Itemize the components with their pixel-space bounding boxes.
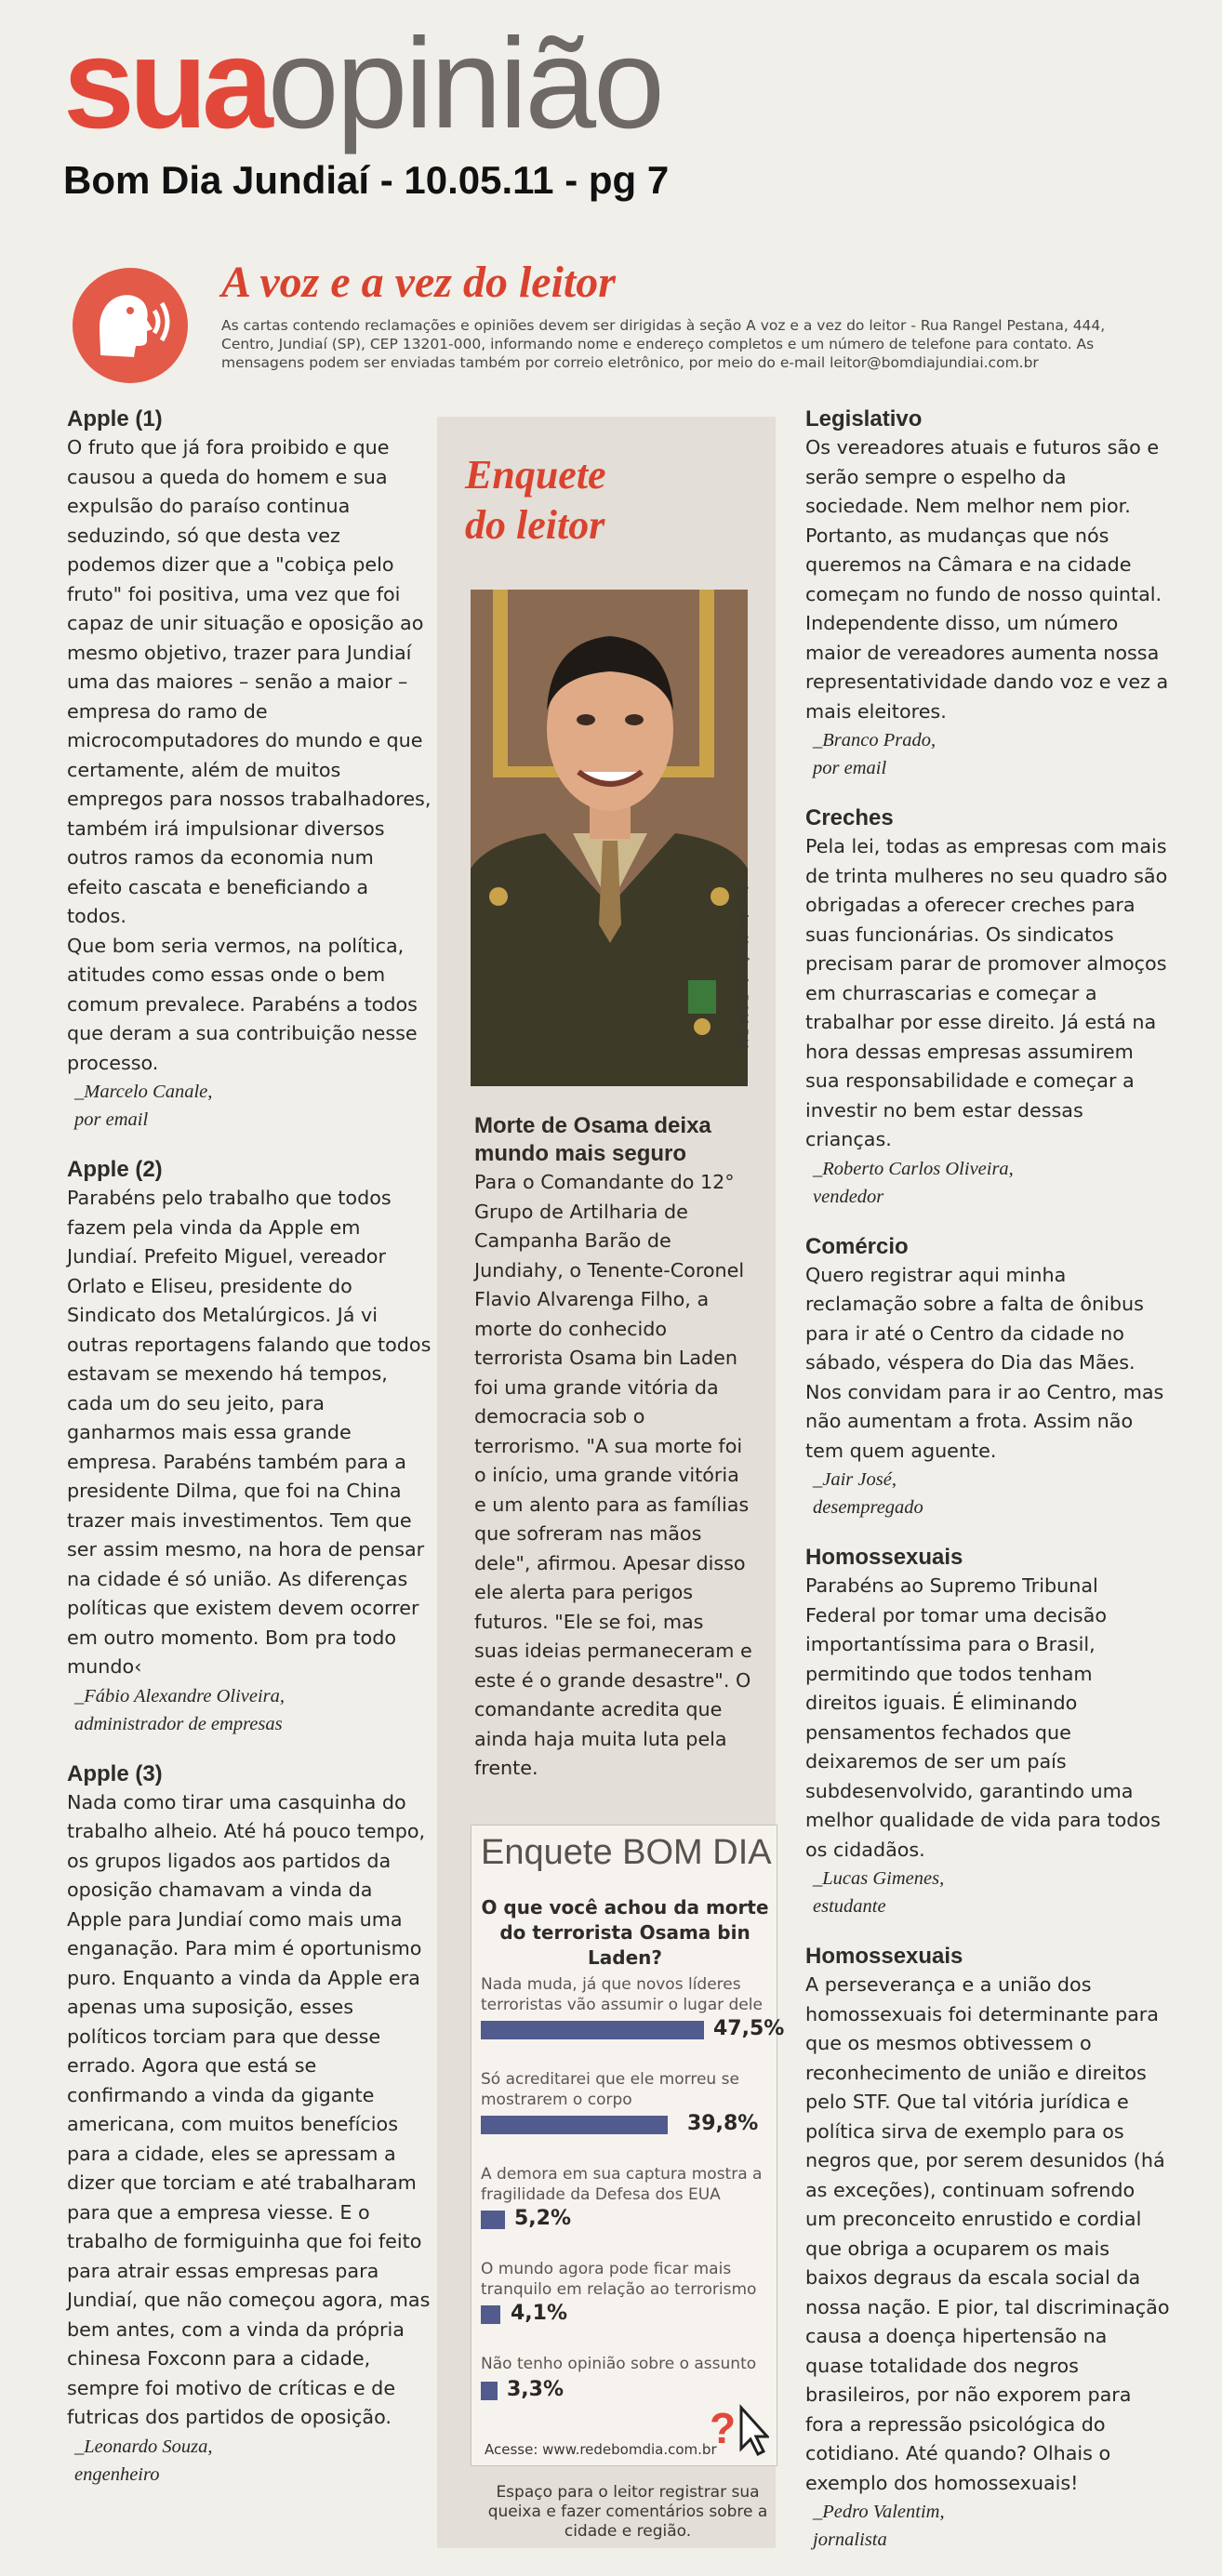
letter-title: Comércio — [805, 1233, 909, 1259]
poll-bar — [481, 2211, 505, 2229]
enquete-title-line2: do leitor — [465, 502, 605, 548]
letter-author: _Branco Prado, — [813, 730, 936, 750]
letter — [805, 405, 1170, 782]
letter-author: _Roberto Carlos Oliveira, — [813, 1158, 1014, 1179]
poll-box — [471, 1825, 785, 2466]
letters-column-right — [805, 405, 1170, 2576]
speaking-head-icon — [73, 268, 188, 383]
letter-author: _Jair José, — [813, 1469, 897, 1490]
letter — [805, 1943, 1170, 2554]
poll-bar — [481, 2305, 500, 2324]
poll-bar — [481, 2116, 668, 2134]
letter — [805, 1544, 1170, 1920]
section-info: As cartas contendo reclamações e opiniões devem ser dirigidas à seção A voz e a vez do leitor - Rua Rangel Pestana, 444, Centro, Jundiaí (SP), CEP 13201-000, informando nome e endereço completos e um número de telefone para contato. As mensagens podem ser enviadas também por correio eletrônico, por meio do e-mail leitor@bomdiajundiai.com.br — [221, 317, 1106, 371]
letter-body: Parabéns ao Supremo Tribunal Federal por tomar uma decisão importantíssima para o Brasil, permitindo que todos tenham direitos iguais. É eliminando pensamentos fechados que deixaremos de ser um país subdesenvolvido, garantindo uma melhor qualidade de vida para todos os cidadãos. — [805, 1574, 1161, 1861]
poll-option-label: Nada muda, já que novos líderes terroristas vão assumir o lugar dele — [481, 1975, 763, 2014]
letter-title: Homossexuais — [805, 1944, 963, 1969]
letter-author-role: administrador de empresas — [74, 1713, 283, 1734]
poll-value: 47,5% — [713, 2017, 785, 2040]
letter-body: Os vereadores atuais e futuros são e serão sempre o espelho da sociedade. Nem melhor nem pior. Portanto, as mudanças que nós queremos na Câmara e na cidade começam no fundo de nosso quintal. Independente disso, um número maior de vereadores aumenta nossa representatividade dando voz e vez a mais eleitores. — [805, 436, 1169, 723]
section-title: A voz e a vez do leitor — [221, 258, 616, 307]
letter-author-role: jornalista — [813, 2530, 887, 2550]
letter-author-role: engenheiro — [74, 2463, 160, 2485]
letter-author-role: por email — [74, 1109, 149, 1130]
letter-title: Legislativo — [805, 406, 923, 432]
letter — [805, 1233, 1170, 1522]
poll-option — [481, 2164, 769, 2230]
letter-author: _Pedro Valentim, — [813, 2502, 945, 2522]
poll-option — [481, 2069, 769, 2135]
letter-body: Nada como tirar uma casquinha do trabalho alheio. Até há pouco tempo, os grupos ligados aos partidos da oposição chamavam a vinda da Apple para Jundiaí como mais uma enganação. Para mim é oportunismo puro. Enquanto a vinda da Apple era apenas uma suposição, esses políticos torciam para que desse errado. Agora que está se confirmando a vinda da gigante americana, com muitos benefícios para a cidade, eles se apressam a dizer que torciam e até trabalharam para que a empresa viesse. E o trabalho de formiguinha que foi feito para atrair essas empresas para Jundiaí, que não começou agora, mas bem antes, com a vinda da própria chinesa Foxconn para a cidade, sempre foi motivo de críticas e de futricas dos partidos de oposição. — [67, 1790, 431, 2428]
svg-text:?: ? — [710, 2404, 737, 2452]
letter-author-role: vendedor — [813, 1186, 884, 1207]
poll-option-label: Só acreditarei que ele morreu se mostrarem o corpo — [481, 2070, 739, 2109]
enquete-title-line1: Enquete — [465, 452, 606, 498]
photo-credit: Arquivo/Agência BOM DIA — [735, 883, 750, 1052]
poll-value: 3,3% — [507, 2378, 565, 2401]
letters-column-left — [67, 405, 432, 2511]
letter — [67, 1156, 432, 1738]
poll-option-label: Não tenho opinião sobre o assunto — [481, 2355, 757, 2373]
masthead-bold: sua — [63, 12, 268, 155]
letter-title: Apple (1) — [67, 406, 163, 432]
poll-option — [481, 2354, 769, 2401]
poll-option-label: O mundo agora pode ficar mais tranquilo em relação ao terrorismo — [481, 2260, 757, 2299]
letter-title: Homossexuais — [805, 1545, 963, 1570]
letter-title: Creches — [805, 805, 894, 830]
poll-bar — [481, 2382, 498, 2400]
letter-body: Parabéns pelo trabalho que todos fazem pela vinda da Apple em Jundiaí. Prefeito Miguel, vereador Orlato e Eliseu, presidente do Sindicato dos Metalúrgicos. Já vi outras reportagens falando que todos estavam se mexendo há tempos, cada um do seu jeito, para ganharmos mais essa grande empresa. Parabéns também para a presidente Dilma, que foi na China trazer mais investimentos. Tem que ser assim mesmo, na hora de pensar na cidade é só união. As diferenças políticas que existem devem ocorrer em outro momento. Bom pra todo mundo‹ — [67, 1187, 432, 1678]
letter-body: A perseverança e a união dos homossexuais foi determinante para que os mesmos obtivessem o reconhecimento de união e direitos pelo STF. Que tal vitória jurídica e política sirva de exemplo para os negros que, por serem desunidos (há as exceções), continuam sofrendo um preconceito enrustido e cordial que obriga a ocuparem os mais baixos degraus da escala social da nossa nação. E pior, tal discriminação causa a doença hipertensão na quase totalidade dos negros brasileiros, por não exporem para fora a repressão psicológica do cotidiano. Até quando? Olhais o exemplo dos homossexuais! — [805, 1973, 1170, 2494]
letter-body: Que bom seria vermos, na política, atitudes como essas onde o bem comum prevalece. Parabéns a todos que deram a sua contribuição nesse processo. — [67, 934, 418, 1074]
news-body: Para o Comandante do 12° Grupo de Artilharia de Campanha Barão de Jundiahy, o Tenente-Coronel Flavio Alvarenga Filho, a morte do conhecido terrorista Osama bin Laden foi uma grande vitória da democracia sob o terrorismo. "A sua morte foi o início, uma grande vitória e um alento para as famílias que sofreram nas mãos dele", afirmou. Apesar disso ele alerta para perigos futuros. "Ele se foi, mas suas ideias permaneceram e este é o grande desastre". O comandante acredita que ainda haja muita luta pela frente. — [474, 1171, 752, 1779]
source-caption: Bom Dia Jundiaí - 10.05.11 - pg 7 — [63, 158, 670, 202]
enquete-title — [465, 450, 606, 551]
letter-author: _Leonardo Souza, — [74, 2436, 213, 2457]
poll-bar — [481, 2021, 704, 2039]
poll-value: 39,8% — [687, 2112, 759, 2135]
masthead-light: opinião — [267, 12, 662, 155]
news-headline: Morte de Osama deixa mundo mais seguro — [474, 1113, 711, 1166]
section-masthead — [63, 12, 662, 155]
letter-body: Quero registrar aqui minha reclamação sobre a falta de ônibus para ir até o Centro da cidade no sábado, véspera do Dia das Mães. Nos convidam para ir ao Centro, mas não aumentam a frota. Assim não tem quem aguente. — [805, 1263, 1164, 1462]
letter-title: Apple (2) — [67, 1157, 163, 1182]
letter-body: Pela lei, todas as empresas com mais de trinta mulheres no seu quadro são obrigadas a oferecer creches para suas funcionárias. Os sindicatos precisam parar de promover almoços em churrascarias e começar a trabalhar por esse direito. Já está na hora dessas empresas assumirem sua responsabilidade e começar a investir no bem estar dessas crianças. — [805, 835, 1168, 1150]
poll-header: Enquete BOM DIA — [481, 1833, 772, 1872]
poll-option — [481, 1974, 785, 2040]
letter — [805, 804, 1170, 1211]
poll-value: 5,2% — [514, 2207, 572, 2230]
letter-body: O fruto que já fora proibido e que causou a queda do homem e sua expulsão do paraíso continua seduzindo, só que desta vez podemos dizer que a "cobiça pelo fruto" foi positiva, uma vez que foi capaz de unir situação e oposição ao mesmo objetivo, trazer para Jundiaí uma das maiores – senão a maior – empresa do ramo de microcomputadores do mundo e que certamente, além de muitos empregos para nossos trabalhadores, também irá impulsionar diversos outros ramos da economia num efeito cascata e beneficiando a todos. — [67, 436, 432, 927]
poll-value: 4,1% — [511, 2302, 568, 2325]
letter-author: _Marcelo Canale, — [74, 1082, 213, 1102]
poll-option-label: A demora em sua captura mostra a fragilidade da Defesa dos EUA — [481, 2165, 763, 2204]
news-item — [474, 1112, 753, 1784]
poll-option — [481, 2259, 769, 2325]
space-note: Espaço para o leitor registrar sua queixa e fazer comentários sobre a cidade e região. — [487, 2483, 768, 2541]
letter-author-role: estudante — [813, 1896, 886, 1917]
poll-footer: Acesse: www.redebomdia.com.br — [485, 2441, 717, 2458]
poll-question: O que você achou da morte do terrorista Osama bin Laden? — [481, 1896, 769, 1969]
letter — [67, 1760, 432, 2489]
letter-title: Apple (3) — [67, 1760, 163, 1786]
cursor-question-icon — [710, 2395, 769, 2456]
letter-author: _Lucas Gimenes, — [813, 1868, 945, 1889]
letter-author-role: por email — [813, 758, 887, 778]
officer-photo — [471, 590, 748, 1086]
letter-author: _Fábio Alexandre Oliveira, — [74, 1685, 286, 1706]
letter-author-role: desempregado — [813, 1497, 923, 1518]
letter — [67, 405, 432, 1134]
